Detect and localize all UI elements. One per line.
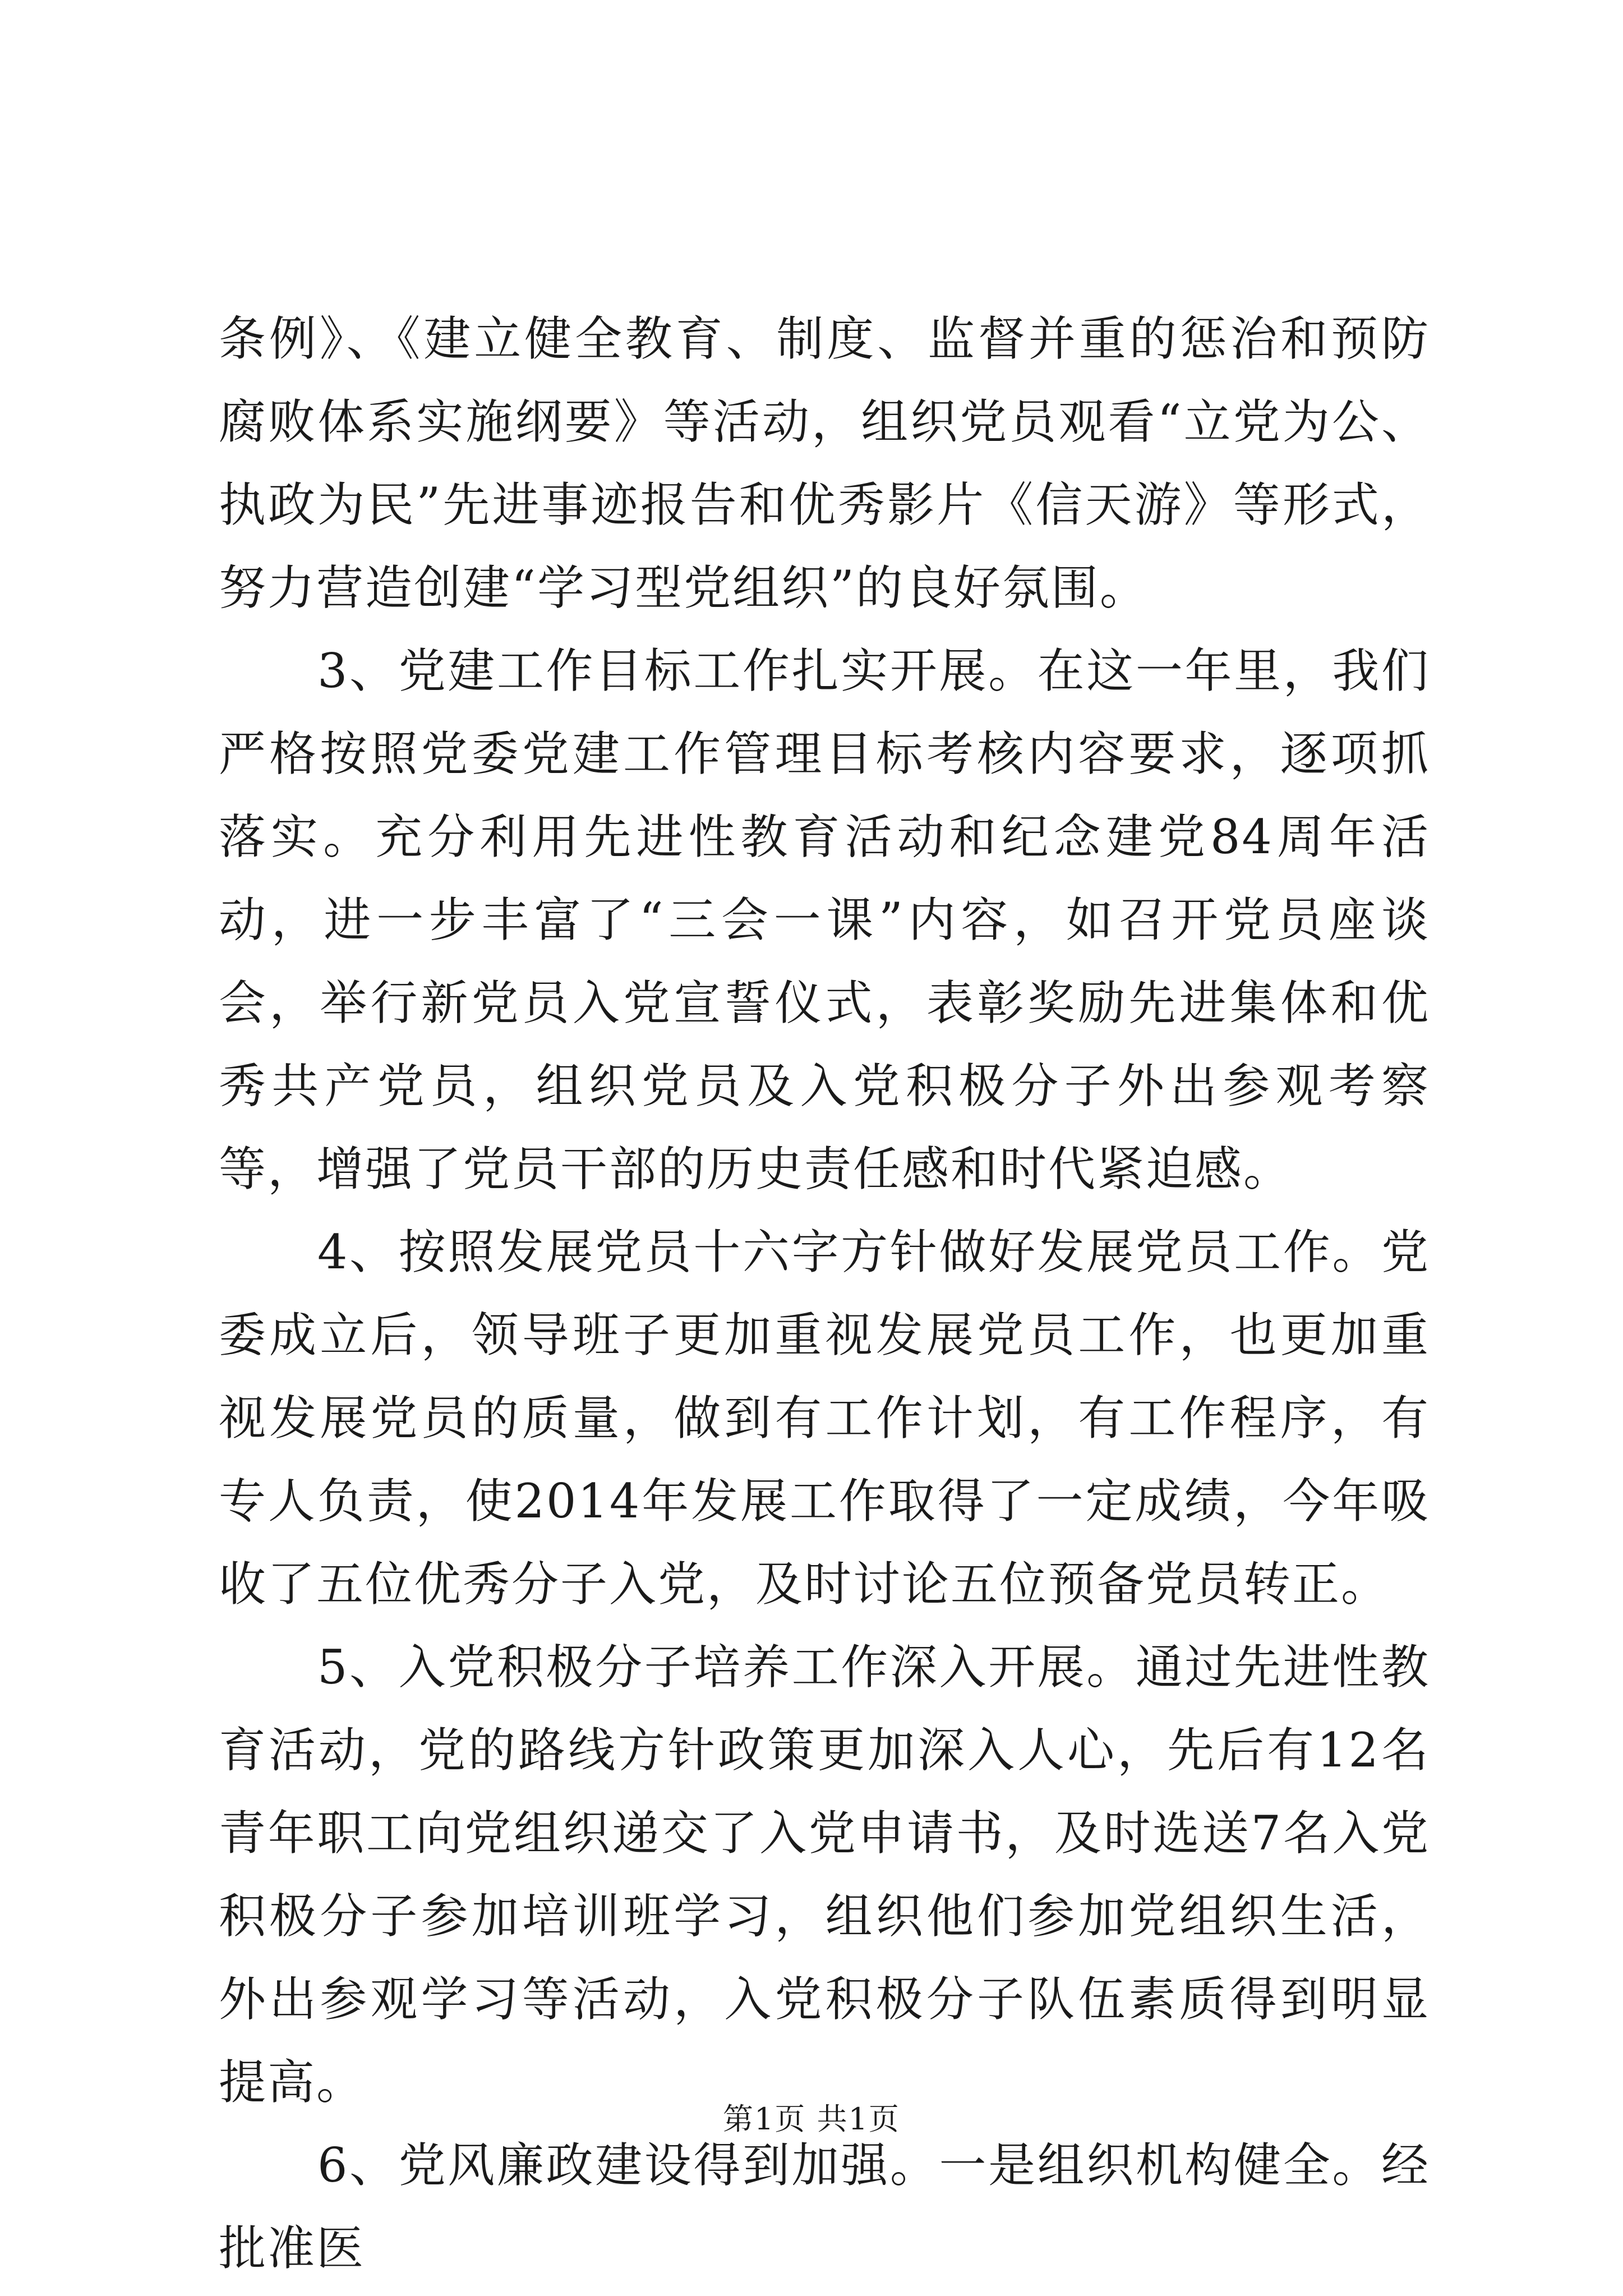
paragraph-item-4: 4、按照发展党员十六字方针做好发展党员工作。党委成立后，领导班子更加重视发展党员工作，也更加重视发展党员的质量，做到有工作计划，有工作程序，有专人负责，使2014年发展工作取得了一定成绩，今年吸收了五位优秀分子入党，及时讨论五位预备党员转正。 (219, 1225, 1430, 1612)
page-footer: 第1页 共1页 (723, 2101, 900, 2137)
paragraph-item-6: 6、党风廉政建设得到加强。一是组织机构健全。经批准医 (219, 2138, 1430, 2276)
document-body (219, 297, 1430, 2290)
paragraph-item-3: 3、党建工作目标工作扎实开展。在这一年里，我们严格按照党委党建工作管理目标考核内容要求，逐项抓落实。充分利用先进性教育活动和纪念建党84周年活动，进一步丰富了“三会一课”内容，如召开党员座谈会，举行新党员入党宣誓仪式，表彰奖励先进集体和优秀共产党员，组织党员及入党积极分子外出参观考察等，增强了党员干部的历史责任感和时代紧迫感。 (219, 643, 1430, 1197)
paragraph-continuation: 条例》、《建立健全教育、制度、监督并重的惩治和预防腐败体系实施纲要》等活动，组织党员观看“立党为公、执政为民”先进事迹报告和优秀影片《信天游》等形式，努力营造创建“学习型党组织”的良好氛围。 (219, 311, 1430, 615)
paragraph-item-5: 5、入党积极分子培养工作深入开展。通过先进性教育活动，党的路线方针政策更加深入人心，先后有12名青年职工向党组织递交了入党申请书，及时选送7名入党积极分子参加培训班学习，组织他们参加党组织生活，外出参观学习等活动，入党积极分子队伍素质得到明显提高。 (219, 1640, 1430, 2110)
